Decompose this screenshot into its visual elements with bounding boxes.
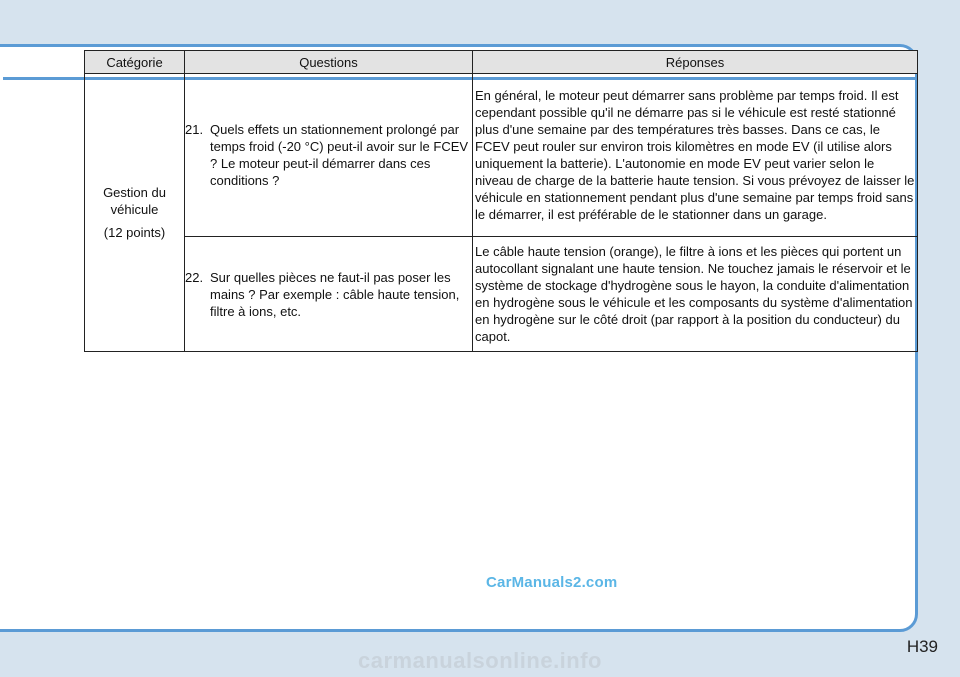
table-row bbox=[85, 74, 918, 237]
question-text bbox=[185, 121, 472, 189]
page-number: H39 bbox=[906, 637, 938, 656]
category-points: (12 points) bbox=[103, 225, 166, 240]
category-title-line1: Gestion du bbox=[103, 185, 166, 200]
question-cell bbox=[185, 74, 473, 237]
category-cell bbox=[85, 74, 185, 352]
answer-text: Le câble haute tension (orange), le filtre à ions et les pièces qui portent un autocollant signalant une haute tension. Ne touchez jamais le réservoir et le système de stockage d'hydrogène sous le hayon, la conduite d'alimentation en hydrogène sous le véhicule et les composants du système d'alimentation en hydrogène sur le côté droit (par rapport à la position du conducteur) du capot. bbox=[475, 244, 913, 344]
answer-cell bbox=[473, 74, 918, 237]
header-category: Catégorie bbox=[85, 51, 185, 74]
footer-watermark: carmanualsonline.info bbox=[358, 648, 602, 673]
table-header-row bbox=[85, 51, 918, 74]
qa-table bbox=[84, 50, 918, 352]
table-row bbox=[85, 237, 918, 352]
header-questions: Questions bbox=[185, 51, 473, 74]
question-number: 21. bbox=[185, 122, 204, 137]
header-answers: Réponses bbox=[473, 51, 918, 74]
answer-text: En général, le moteur peut démarrer sans problème par temps froid. Il est cependant possible qu'il ne démarre pas si le véhicule est resté stationné plus d'une semaine par des températures très basses. Dans ce cas, le FCEV peut rouler sur environ trois kilomètres en mode EV (il utilise alors uniquement la batterie). L'autonomie en mode EV peut varier selon le niveau de charge de la batterie haute tension. Si vous prévoyez de laisser le véhicule en stationnement pendant plus d'une semaine par temps froid sans le démarrer, il est préférable de le stationner dans un garage. bbox=[475, 88, 915, 222]
question-number: 22. bbox=[185, 269, 204, 285]
question-body: Sur quelles pièces ne faut-il pas poser les mains ? Par exemple : câble haute tension, filtre à ions, etc. bbox=[210, 269, 460, 319]
category-title-line2: véhicule bbox=[110, 202, 159, 217]
question-body: Quels effets un stationnement prolongé par temps froid (-20 °C) peut-il avoir sur le FCEV ? Le moteur peut-il démarrer dans ces conditions ? bbox=[210, 122, 469, 188]
answer-cell bbox=[473, 237, 918, 352]
question-cell bbox=[185, 237, 473, 352]
question-text bbox=[185, 269, 472, 320]
watermark-link[interactable]: CarManuals2.com bbox=[486, 574, 618, 591]
